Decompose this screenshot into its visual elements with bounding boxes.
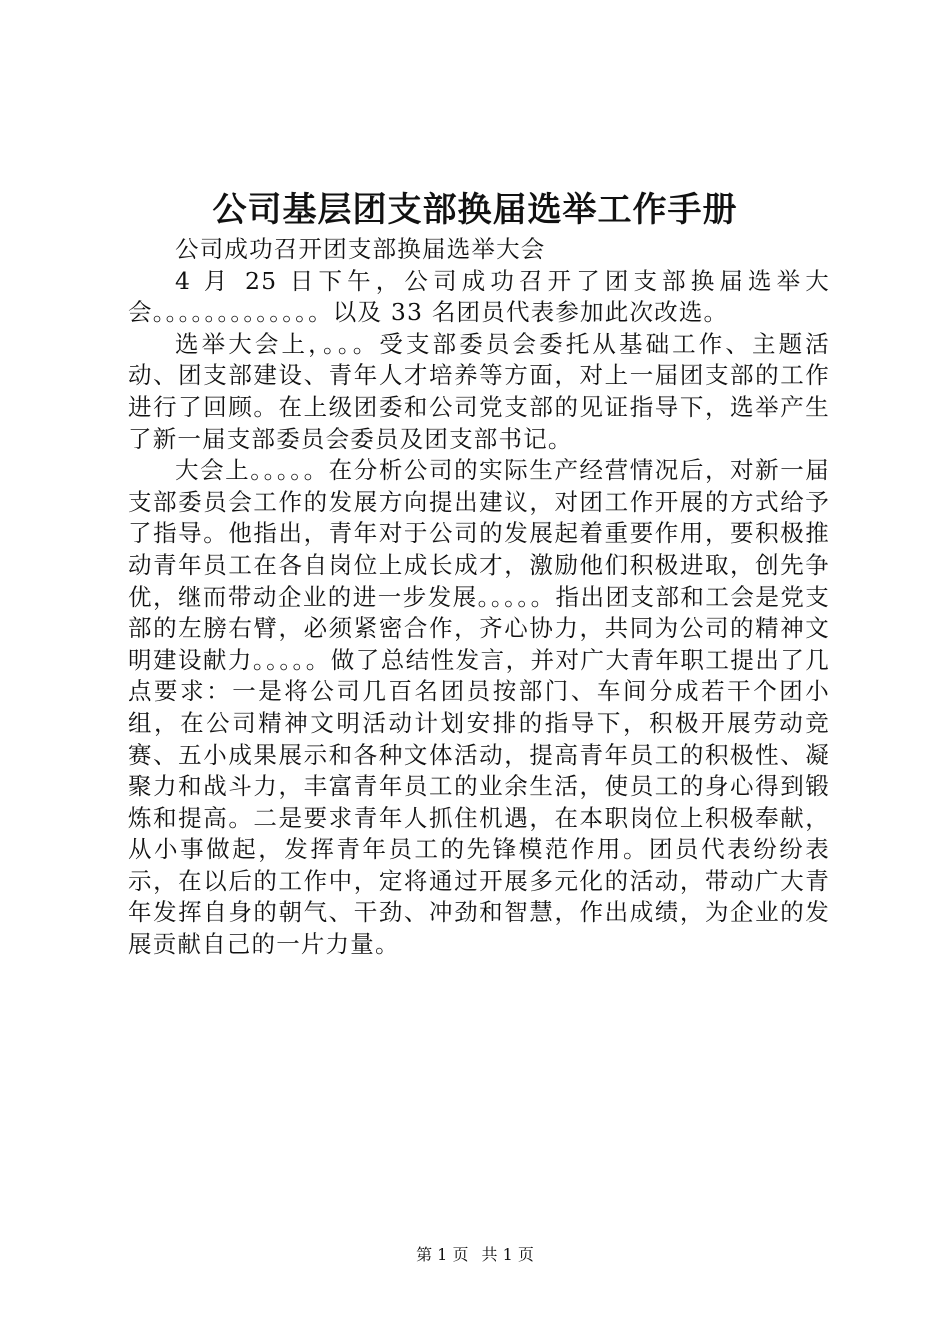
page-total: 共 1 页: [481, 1245, 534, 1264]
document-body: [128, 234, 830, 961]
paragraph-subtitle: 公司成功召开团支部换届选举大会: [175, 235, 546, 263]
document-title: 公司基层团支部换届选举工作手册: [212, 190, 738, 230]
paragraph-speech: 大会上。。。。。在分析公司的实际生产经营情况后，对新一届支部委员会工作的发展方向提出建议，对团工作开展的方式给予了指导。他指出，青年对于公司的发展起着重要作用，要积极推动青年员工在各自岗位上成长成才，激励他们积极进取，创先争优，继而带动企业的进一步发展。。。。。指出团支部和工会是党支部的左膀右臂，必须紧密合作，齐心协力，共同为公司的精神文明建设献力。。。。。做了总结性发言，并对广大青年职工提出了几点要求：一是将公司几百名团员按部门、车间分成若干个团小组，在公司精神文明活动计划安排的指导下，积极开展劳动竞赛、五小成果展示和各种文体活动，提高青年员工的积极性、凝聚力和战斗力，丰富青年员工的业余生活，使员工的身心得到锻炼和提高。二是要求青年人抓住机遇，在本职岗位上积极奉献，从小事做起，发挥青年员工的先锋模范作用。团员代表纷纷表示，在以后的工作中，定将通过开展多元化的活动，带动广大青年发挥自身的朝气、干劲、冲劲和智慧，作出成绩，为企业的发展贡献自己的一片力量。: [128, 456, 830, 959]
page-number: 第 1 页: [416, 1245, 469, 1264]
paragraph-meeting-intro: 4 月 25 日下午，公司成功召开了团支部换届选举大会。。。。。。。。。。。。。以及 33 名团员代表参加此次改选。: [128, 266, 830, 327]
page-footer: [0, 1244, 950, 1266]
paragraph-election: 选举大会上，。。。受支部委员会委托从基础工作、主题活动、团支部建设、青年人才培养等方面，对上一届团支部的工作进行了回顾。在上级团委和公司党支部的见证指导下，选举产生了新一届支部委员会委员及团支部书记。: [128, 329, 830, 453]
